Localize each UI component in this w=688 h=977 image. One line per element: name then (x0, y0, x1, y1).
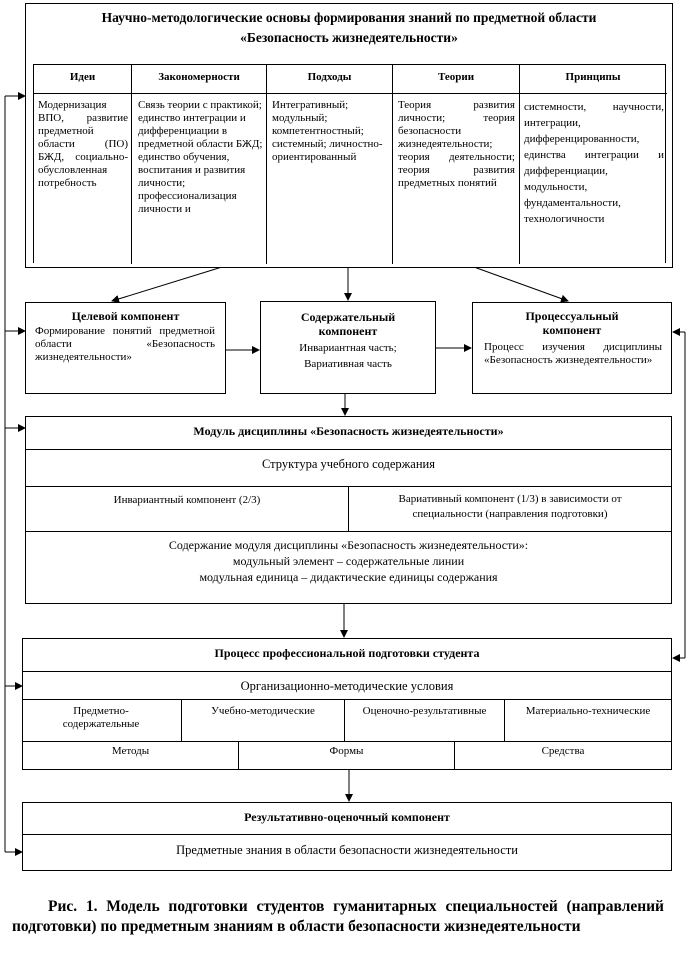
means-tools: Средства (541, 745, 585, 757)
col-body-ideas: Модернизация ВПО, развитие предметной области (ПО) БЖД, социально-обусловленная потребность (38, 99, 128, 189)
condition-type-educational: Учебно-методические (211, 705, 315, 717)
module-block (25, 416, 672, 604)
foundations-title-line1: Научно-методологические основы формирования знаний по предметной области (101, 10, 597, 25)
result-title: Результативно-оценочный компонент (244, 810, 450, 824)
process-title-line1: Процессуальный (525, 309, 619, 323)
col-body-theories: Теория развития личности; теория безопасности жизнедеятельности; теория деятельности; теория развития предметных понятий (398, 99, 515, 189)
figure-caption (12, 897, 664, 937)
col-header-principles: Принципы (565, 71, 621, 83)
target-title: Целевой компонент (71, 309, 180, 323)
result-block (22, 802, 672, 871)
module-content-line3: модульная единица – дидактические единицы содержания (199, 570, 498, 584)
means-methods: Методы (111, 745, 150, 757)
module-invariant: Инвариантный компонент (2/3) (113, 494, 261, 506)
condition-type-assessment: Оценочно-результативные (362, 705, 487, 717)
content-text-line1: Инвариантная часть; (299, 342, 397, 354)
content-title-line2: компонент (318, 324, 378, 338)
module-title: Модуль дисциплины «Безопасность жизнедеятельности» (193, 424, 504, 438)
module-content-line2: модульный элемент – содержательные линии (232, 554, 465, 568)
module-content-line1: Содержание модуля дисциплины «Безопасность жизнедеятельности»: (168, 538, 529, 552)
col-body-principles: системности, научности, интеграции, дифференцированности, единства интеграции и дифференциации, модульности, фундаментальности, технологичности (524, 101, 664, 225)
process-text: Процесс изучения дисциплины «Безопасность жизнедеятельности» (484, 341, 662, 366)
module-structure: Структура учебного содержания (262, 457, 435, 471)
result-text: Предметные знания в области безопасности жизнедеятельности (176, 843, 518, 857)
process-title-line2: компонент (542, 323, 602, 337)
content-text-line2: Вариативная часть (304, 358, 392, 370)
col-body-approaches: Интегративный; модульный; компетентностный; системный; личностно-ориентированный (272, 99, 383, 163)
col-header-theories: Теории (437, 71, 475, 83)
col-header-regularities: Закономерности (158, 71, 240, 83)
target-text: Формирование понятий предметной области «Безопасность жизнедеятельности» (35, 325, 215, 363)
content-title-line1: Содержательный (300, 310, 396, 324)
figure-caption-text: Рис. 1. Модель подготовки студентов гуманитарных специальностей (направлений подготовки) по предметным знаниям в области безопасности жизнедеятельности (12, 898, 664, 935)
arrow-to-target (112, 267, 222, 301)
foundations-title-line2: «Безопасность жизнедеятельности» (240, 30, 458, 45)
means-forms: Формы (329, 745, 364, 757)
foundations-table (33, 64, 666, 263)
col-header-approaches: Подходы (307, 71, 352, 83)
training-title: Процесс профессиональной подготовки студента (214, 646, 480, 660)
process-component (472, 302, 672, 394)
foundations-block (25, 3, 673, 268)
target-component (25, 302, 226, 394)
col-body-regularities: Связь теории с практикой; единство интеграции и дифференциации в предметной области БЖД; единство обучения, воспитания и развития личности; профессионализация личности и (138, 99, 263, 215)
training-conditions: Организационно-методические условия (240, 679, 454, 693)
content-component (260, 301, 436, 394)
col-header-ideas: Идеи (69, 71, 96, 83)
arrow-to-process (474, 267, 568, 301)
training-block (22, 638, 672, 770)
condition-type-material: Материально-технические (525, 705, 651, 717)
module-variative-line2: специальности (направления подготовки) (412, 508, 608, 520)
module-variative-line1: Вариативный компонент (1/3) в зависимости от (398, 493, 622, 505)
condition-type-subject: Предметно-содержательные (62, 705, 140, 730)
